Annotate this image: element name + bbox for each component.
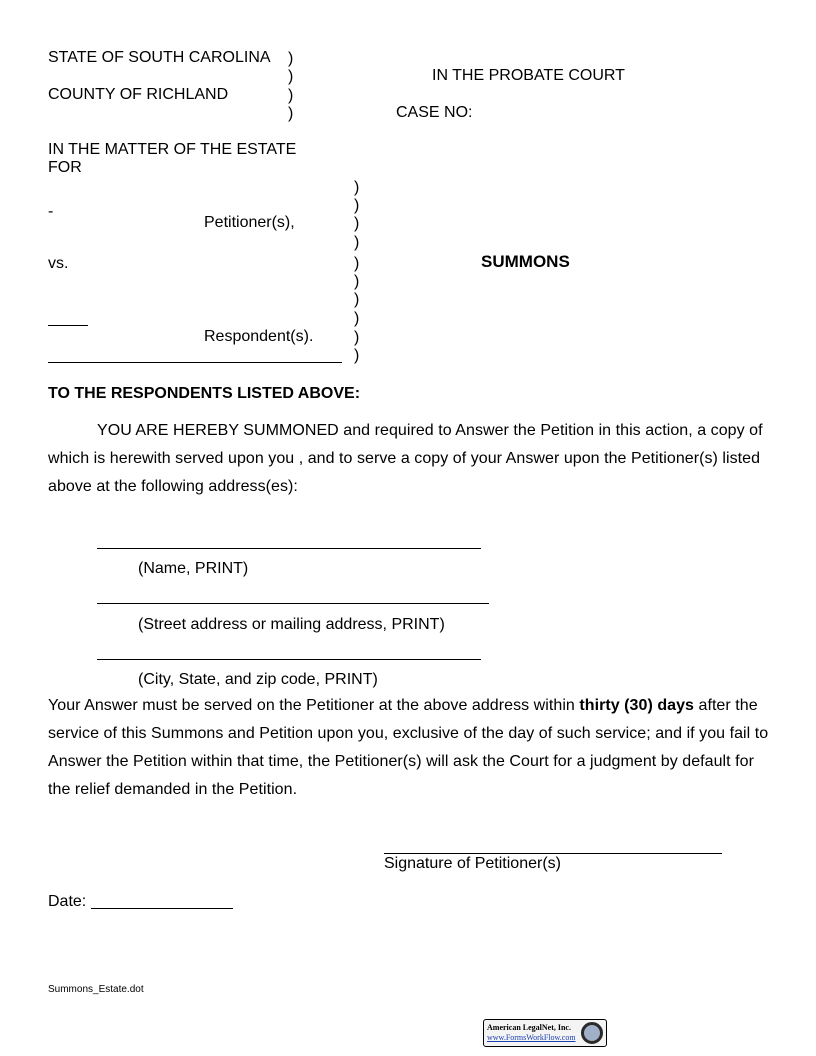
document-title: SUMMONS xyxy=(481,252,570,271)
answer-paragraph xyxy=(48,692,772,804)
court-label: IN THE PROBATE COURT xyxy=(432,67,625,84)
matter-paren: ) xyxy=(354,310,360,327)
case-no-label: CASE NO: xyxy=(396,104,473,121)
signature-label: Signature of Petitioner(s) xyxy=(384,855,561,872)
answer-text-1: Your Answer must be served on the Petitioner at the above address within xyxy=(48,697,580,714)
logo-company: American LegalNet, Inc. xyxy=(487,1023,571,1032)
decedent-dash: - xyxy=(48,203,54,220)
footer-filename: Summons_Estate.dot xyxy=(48,984,144,995)
vs-label: vs. xyxy=(48,255,69,272)
matter-paren: ) xyxy=(354,255,360,272)
state-label: STATE OF SOUTH CAROLINA xyxy=(48,49,271,66)
date-label: Date: xyxy=(48,893,87,910)
logo-url[interactable]: www.FormsWorkFlow.com xyxy=(487,1033,576,1042)
intro-paragraph xyxy=(48,417,772,501)
street-line[interactable] xyxy=(97,603,489,604)
city-label: (City, State, and zip code, PRINT) xyxy=(138,671,378,688)
matter-paren: ) xyxy=(354,291,360,308)
logo-emblem-icon xyxy=(581,1022,603,1044)
petitioner-label: Petitioner(s), xyxy=(204,214,295,231)
matter-paren: ) xyxy=(354,197,360,214)
matter-paren: ) xyxy=(354,234,360,251)
city-line[interactable] xyxy=(97,659,481,660)
respondent-short-line xyxy=(48,325,88,326)
county-label: COUNTY OF RICHLAND xyxy=(48,86,229,103)
caption-paren: ) xyxy=(288,50,294,67)
matter-paren: ) xyxy=(354,329,360,346)
caption-paren: ) xyxy=(288,105,294,122)
caption-paren: ) xyxy=(288,87,294,104)
name-line[interactable] xyxy=(97,548,481,549)
street-label: (Street address or mailing address, PRINT) xyxy=(138,616,445,633)
matter-paren: ) xyxy=(354,273,360,290)
matter-paren: ) xyxy=(354,347,360,364)
matter-line-1: IN THE MATTER OF THE ESTATE xyxy=(48,141,297,158)
respondent-label: Respondent(s). xyxy=(204,328,314,345)
caption-bottom-line xyxy=(48,362,342,363)
name-label: (Name, PRINT) xyxy=(138,560,249,577)
matter-line-2: FOR xyxy=(48,159,82,176)
matter-paren: ) xyxy=(354,179,360,196)
respondents-heading: TO THE RESPONDENTS LISTED ABOVE: xyxy=(48,385,361,402)
intro-text: YOU ARE HEREBY SUMMONED and required to Answer the Petition in this action, a copy of which is herewith served upon you , and to serve a copy of your Answer upon the Petitioner(s) listed above at the following address(es): xyxy=(48,422,763,495)
legalnet-logo xyxy=(483,1019,607,1047)
date-line[interactable] xyxy=(91,908,233,909)
answer-deadline: thirty (30) days xyxy=(579,697,694,714)
caption-paren: ) xyxy=(288,68,294,85)
matter-paren: ) xyxy=(354,215,360,232)
answer-text-2: after the service of this Summons and Petition upon you, exclusive of the day of such service; and if you fail to Answer the Petition within that time, the Petitioner(s) will ask the Court for a judgment by default for the relief demanded in the Petition. xyxy=(48,697,769,798)
